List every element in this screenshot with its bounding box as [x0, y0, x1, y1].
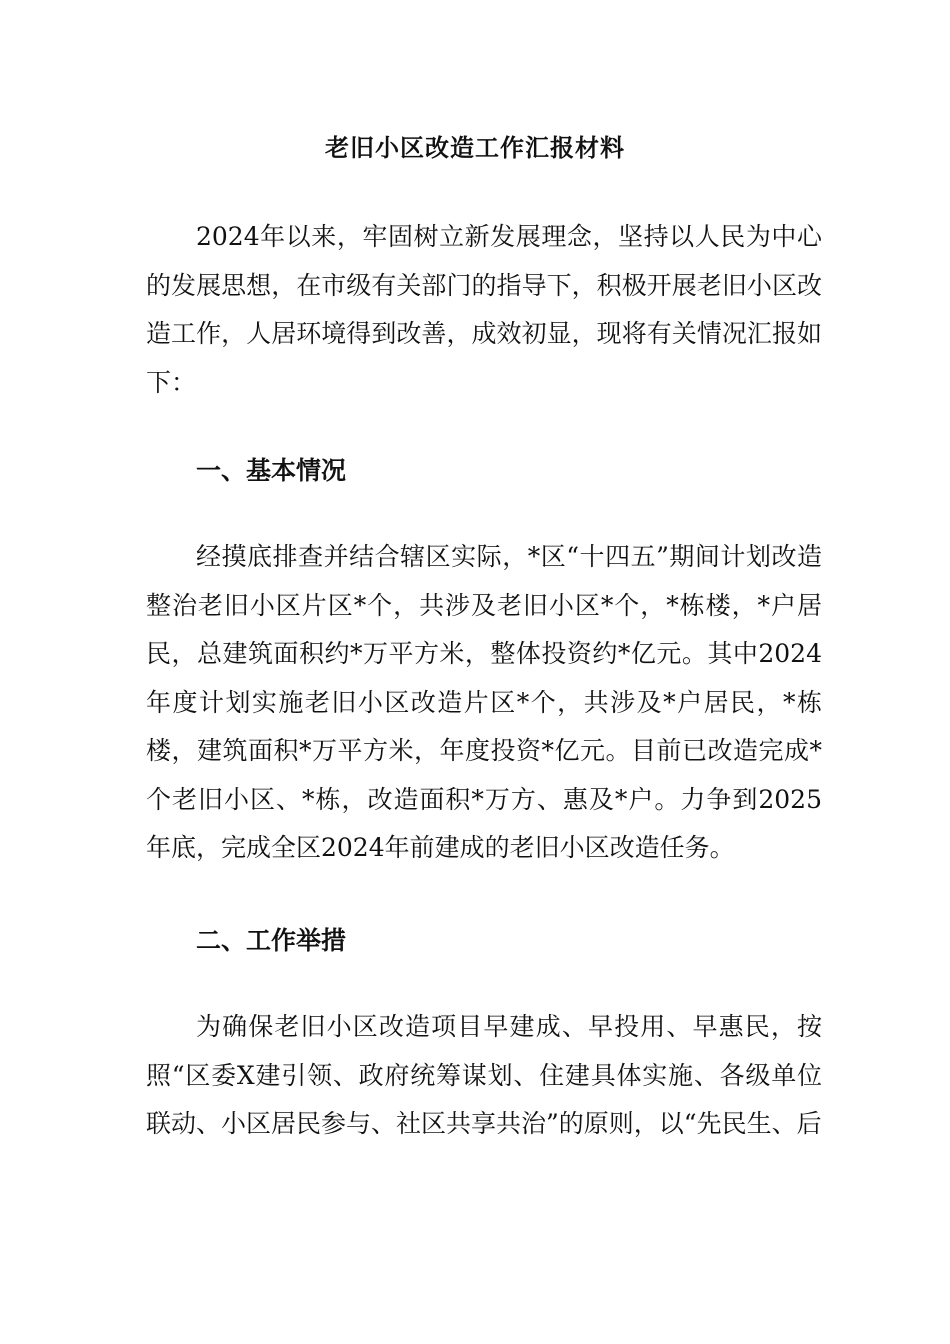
document-title: 老旧小区改造工作汇报材料 [325, 133, 625, 162]
intro-paragraph: 2024年以来，牢固树立新发展理念，坚持以人民为中心的发展思想，在市级有关部门的指导下，积极开展老旧小区改造工作，人居环境得到改善，成效初显，现将有关情况汇报如下： [146, 222, 822, 397]
section-heading-basic-situation: 一、基本情况 [196, 456, 347, 485]
section-paragraph-basic-situation: 经摸底排查并结合辖区实际，*区“十四五”期间计划改造整治老旧小区片区*个，共涉及老旧小区*个，*栋楼，*户居民，总建筑面积约*万平方米，整体投资约*亿元。其中2024年度计划实施老旧小区改造片区*个，共涉及*户居民，*栋楼，建筑面积*万平方米，年度投资*亿元。目前已改造完成*个老旧小区、*栋，改造面积*万方、惠及*户。力争到2025年底，完成全区2024年前建成的老旧小区改造任务。 [146, 542, 822, 862]
section-heading-work-measures: 二、工作举措 [196, 926, 347, 955]
section-paragraph-work-measures: 为确保老旧小区改造项目早建成、早投用、早惠民，按照“区委X建引领、政府统筹谋划、住建具体实施、各级单位联动、小区居民参与、社区共享共治”的原则，以“先民生、后 [146, 1012, 822, 1138]
